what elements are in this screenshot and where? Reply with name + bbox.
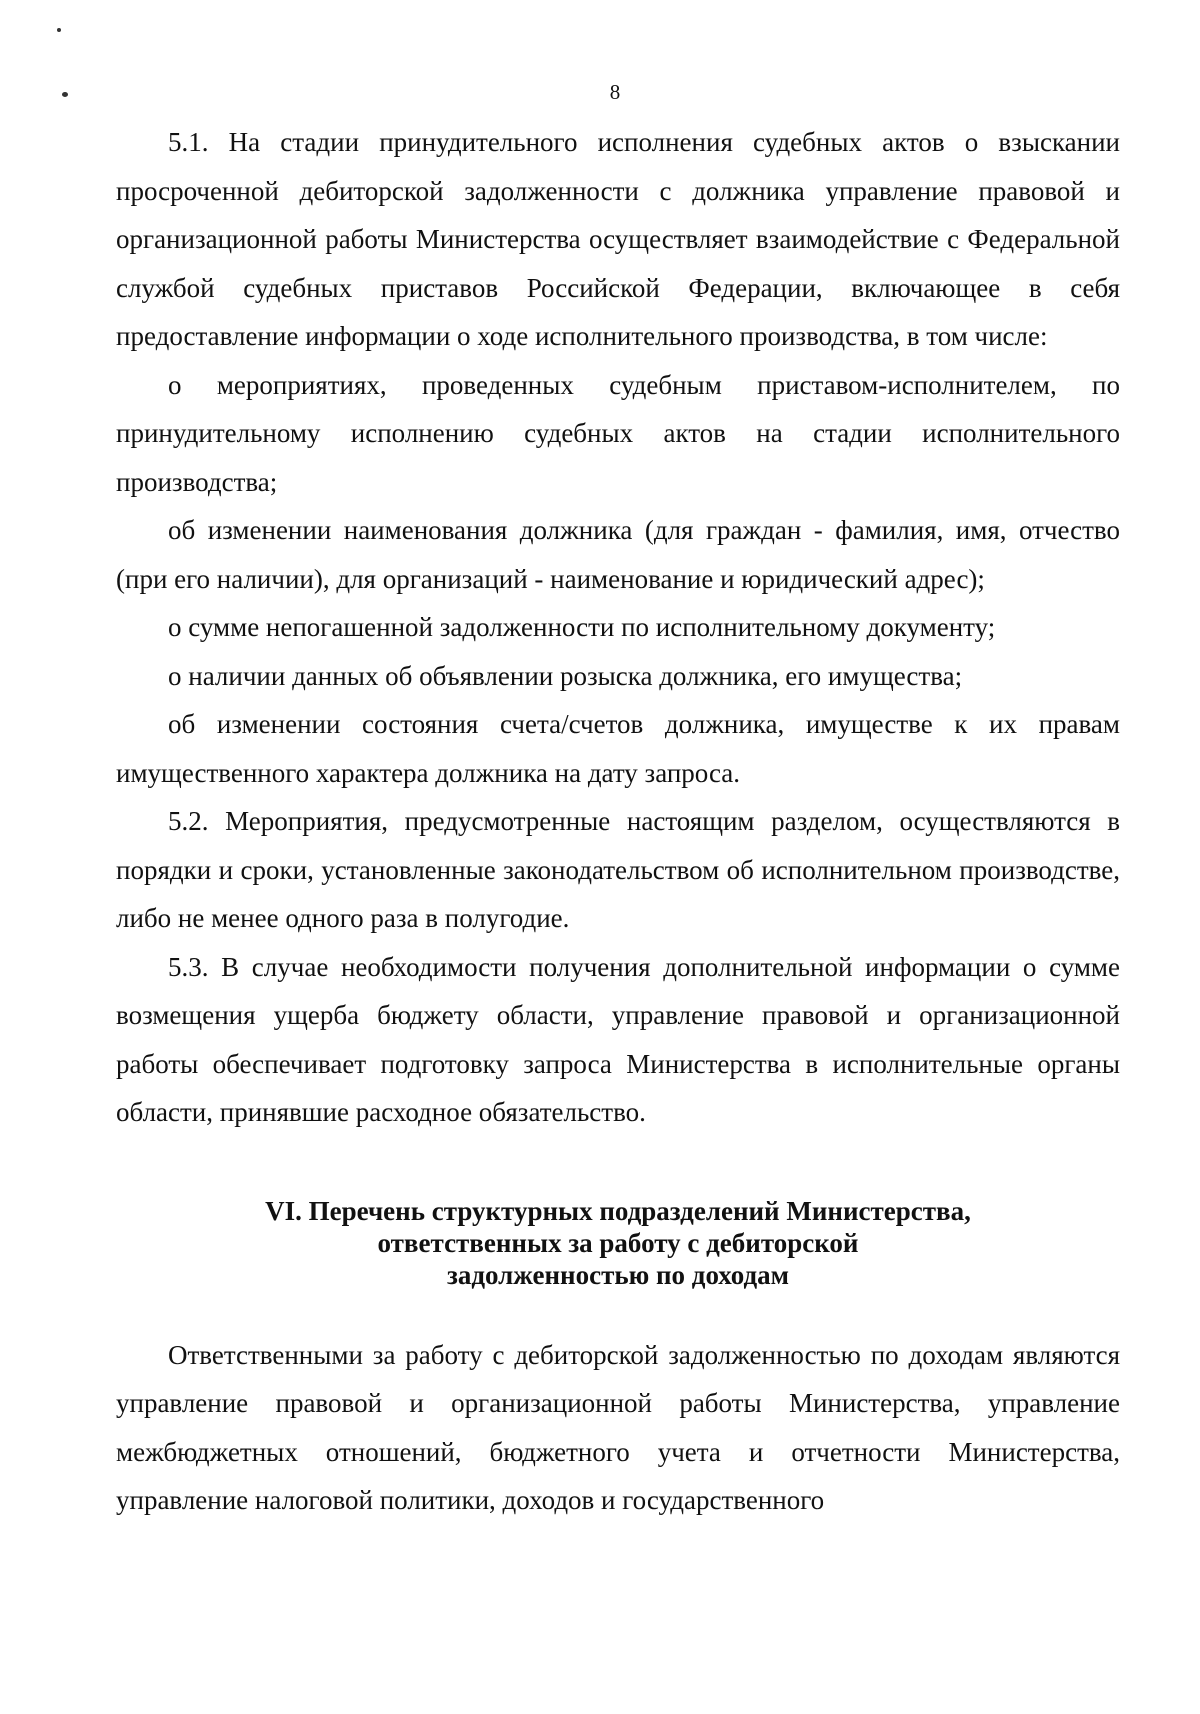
paragraph-5-3: 5.3. В случае необходимости получения дополнительной информации о сумме возмещения ущерба бюджету области, управление правовой и организационной работы обеспечивает подготовку запроса Министерства в исполнительные органы области, принявшие расходное обязательство. <box>116 951 1120 1127</box>
page-number: 8 <box>609 80 621 104</box>
paragraph-search: о наличии данных об объявлении розыска должника, его имущества; <box>168 660 963 691</box>
section-6-heading-line: задолженностью по доходам <box>446 1259 790 1290</box>
paragraph-section-6: Ответственными за работу с дебиторской задолженностью по доходам являются управление правовой и организационной работы Министерства, управление межбюджетных отношений, бюджетного учета и отчетности Министерства, управление налоговой политики, доходов и государственного <box>116 1339 1120 1515</box>
paragraph-5-1: 5.1. На стадии принудительного исполнения судебных актов о взыскании просроченной дебиторской задолженности с должника управление правовой и организационной работы Министерства осуществляет взаимодействие с Федеральной службой судебных приставов Российской Федерации, включающее в себя предоставление информации о ходе исполнительного производства, в том числе: <box>116 127 1120 351</box>
section-6-heading-line: VI. Перечень структурных подразделений Министерства, <box>265 1195 971 1226</box>
scan-speck <box>57 28 61 32</box>
paragraph-name-change: об изменении наименования должника (для граждан - фамилия, имя, отчество (при его наличии), для организаций - наименование и юридический адрес); <box>116 515 1120 594</box>
paragraph-debt-amount: о сумме непогашенной задолженности по исполнительному документу; <box>168 612 996 642</box>
document-body <box>116 118 1120 1525</box>
paragraph-5-2: 5.2. Мероприятия, предусмотренные настоящим разделом, осуществляются в порядки и сроки, установленные законодательством об исполнительном производстве, либо не менее одного раза в полугодие. <box>116 806 1120 933</box>
paragraph-measures: о мероприятиях, проведенных судебным приставом-исполнителем, по принудительному исполнению судебных актов на стадии исполнительного производства; <box>116 369 1120 497</box>
paragraph-accounts: об изменении состояния счета/счетов должника, имуществе к их правам имущественного характера должника на дату запроса. <box>116 709 1120 788</box>
section-6-heading <box>116 1195 1120 1291</box>
section-6-heading-line: ответственных за работу с дебиторской <box>377 1227 859 1258</box>
